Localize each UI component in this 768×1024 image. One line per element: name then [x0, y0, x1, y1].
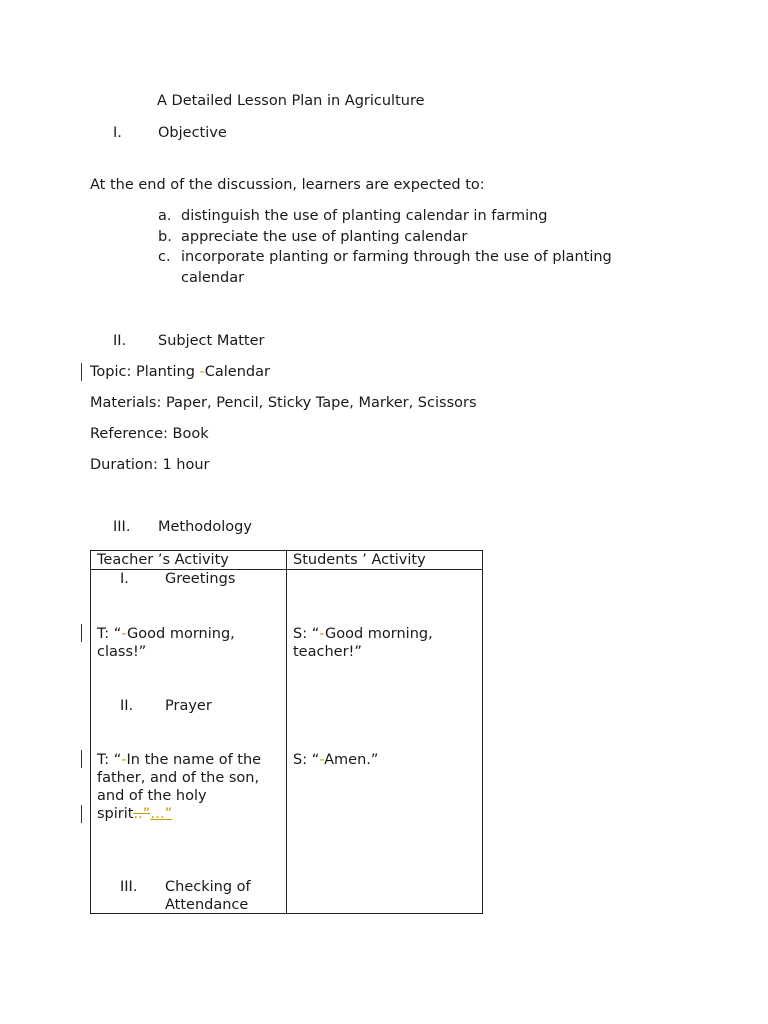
teacher-greeting-prefix: T: “ [97, 626, 122, 642]
teacher-activity-cell [91, 570, 287, 914]
student-greeting-line1 [293, 625, 433, 643]
attendance-numeral: III. [120, 879, 138, 895]
objective-b-text: appreciate the use of planting calendar [181, 229, 468, 245]
subject-matter-numeral: II. [113, 333, 127, 349]
teacher-prayer-text: In the name of the [126, 752, 262, 768]
methodology-heading: Methodology [158, 519, 252, 535]
change-bar [81, 624, 82, 642]
attendance-heading: Checking of [165, 879, 251, 895]
teacher-prayer-line2: father, and of the son, [97, 770, 260, 786]
prayer-numeral: II. [120, 698, 134, 714]
prayer-heading: Prayer [165, 698, 212, 714]
teacher-prayer-prefix: T: “ [97, 752, 122, 768]
teacher-activity-header: Teacher ’s Activity [91, 551, 287, 570]
objective-a-letter: a. [158, 208, 172, 224]
reference-line: Reference: Book [90, 426, 209, 442]
student-greeting-text: Good morning, [324, 626, 433, 642]
student-prayer-text: Amen.” [324, 752, 379, 768]
attendance-heading-cont: Attendance [165, 897, 249, 913]
student-greeting-prefix: S: “ [293, 626, 320, 642]
teacher-prayer-line1 [97, 751, 261, 769]
topic-label: Topic: Planting [90, 364, 200, 380]
materials-line: Materials: Paper, Pencil, Sticky Tape, Marker, Scissors [90, 395, 477, 411]
students-activity-cell [287, 570, 483, 914]
tracked-deletion-mark: ..” [133, 806, 151, 822]
teacher-prayer-line4 [97, 805, 172, 823]
tracked-change-mark: - [121, 626, 128, 642]
methodology-numeral: III. [113, 519, 131, 535]
objective-heading: Objective [158, 125, 227, 141]
greetings-heading: Greetings [165, 571, 236, 587]
greetings-numeral: I. [120, 571, 129, 587]
teacher-prayer-text-end: spirit [97, 806, 134, 822]
teacher-greeting-text: Good morning, [127, 626, 235, 642]
tracked-insertion-mark: …” [150, 806, 173, 822]
objective-a-text: distinguish the use of planting calendar in farming [181, 208, 548, 224]
table-row [91, 570, 483, 914]
activity-table [90, 550, 483, 914]
student-greeting-line2: teacher!” [293, 644, 362, 660]
objective-c-letter: c. [158, 249, 171, 265]
objective-c-text-cont: calendar [181, 270, 245, 286]
table-header-row [91, 551, 483, 570]
document-title: A Detailed Lesson Plan in Agriculture [157, 93, 425, 109]
objective-b-letter: b. [158, 229, 172, 245]
tracked-change-mark: - [319, 626, 325, 642]
objective-numeral: I. [113, 125, 122, 141]
topic-value: Calendar [204, 364, 270, 380]
topic-line [90, 363, 270, 381]
teacher-greeting-line1 [97, 625, 235, 643]
objective-c-text: incorporate planting or farming through the use of planting [181, 249, 612, 265]
tracked-change-mark: - [121, 752, 127, 768]
student-prayer-prefix: S: “ [293, 752, 320, 768]
tracked-change-mark: - [319, 752, 325, 768]
tracked-change-mark: - [199, 364, 205, 380]
change-bar [81, 750, 82, 768]
objective-intro: At the end of the discussion, learners are expected to: [90, 177, 485, 193]
teacher-greeting-line2: class!” [97, 644, 147, 660]
subject-matter-heading: Subject Matter [158, 333, 265, 349]
student-prayer-line [293, 751, 378, 769]
students-activity-header: Students ’ Activity [287, 551, 483, 570]
duration-line: Duration: 1 hour [90, 457, 210, 473]
change-bar [81, 805, 82, 823]
teacher-prayer-line3: and of the holy [97, 788, 207, 804]
change-bar [81, 363, 82, 381]
